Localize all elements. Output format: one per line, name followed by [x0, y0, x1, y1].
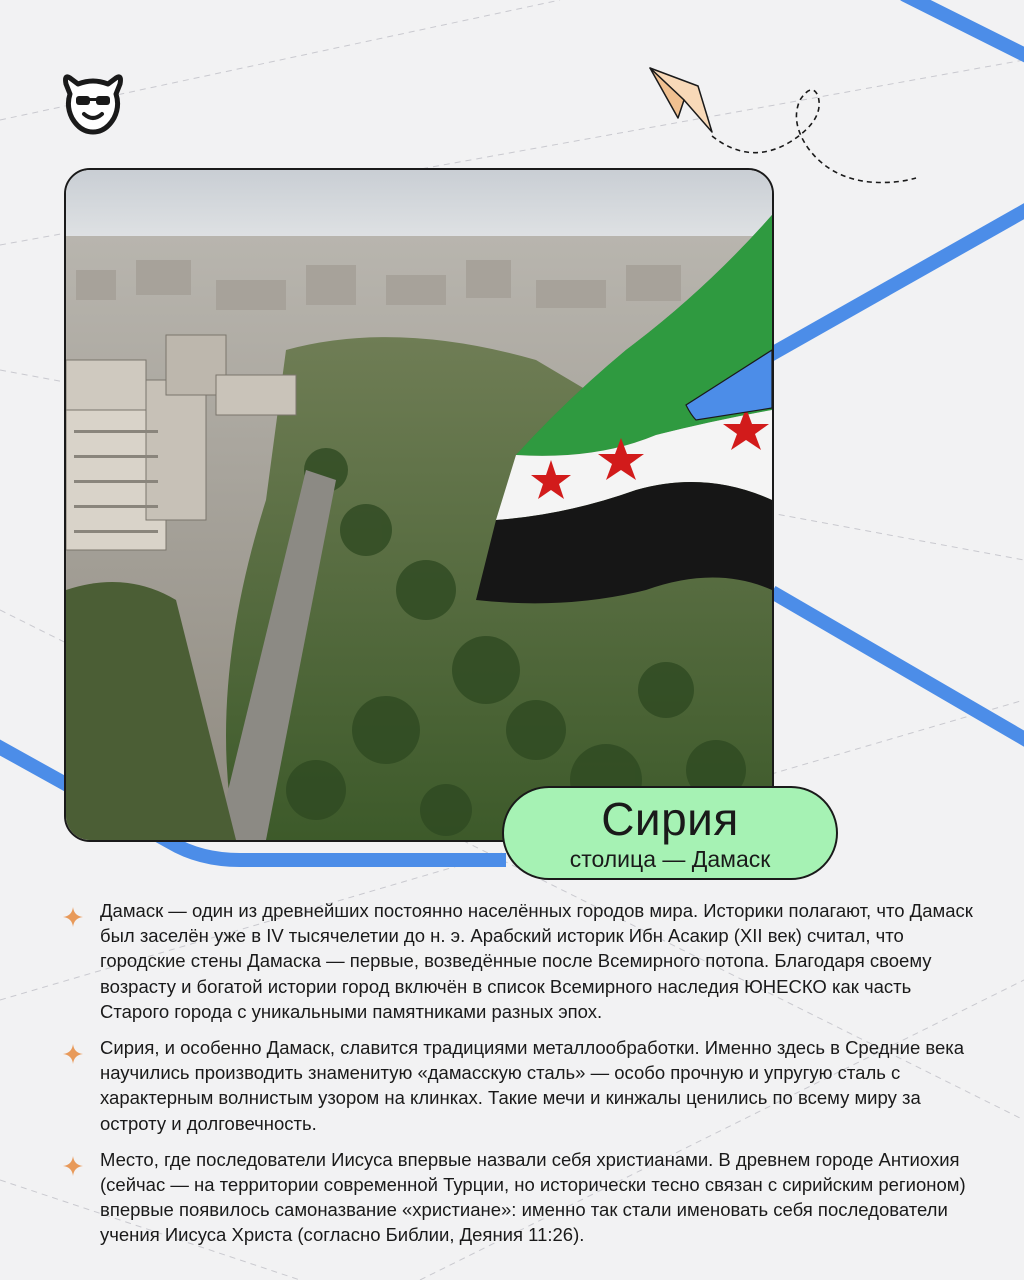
city-photo — [64, 168, 774, 842]
capital-subtitle: столица — Дамаск — [569, 846, 771, 872]
fact-item — [62, 1035, 982, 1136]
fact-item — [62, 1147, 982, 1248]
fact-text: Сирия, и особенно Дамаск, славится традициями металлообработки. Именно здесь в Средние века научились производить знаменитую «дамасскую сталь» — особо прочную и упругую сталь с характерным волнистым узором на клинках. Такие мечи и кинжалы ценились по всему миру за остроту и долговечность. — [100, 1037, 965, 1134]
sparkle-icon — [62, 906, 84, 928]
country-caption — [502, 786, 838, 880]
fact-text: Дамаск — один из древнейших постоянно населённых городов мира. Историки полагают, что Дамаск был заселён уже в IV тысячелетии до н. э. Арабский историк Ибн Асакир (XII век) считал, что городские стены Дамаска — первые, возведённые после Всемирного потопа. Благодаря своему возрасту и богатой истории город включён в список Всемирного наследия ЮНЕСКО как часть Старого города с уникальными памятниками разных эпох. — [100, 900, 973, 1022]
bear-face-icon — [62, 72, 124, 136]
fact-item — [62, 898, 982, 1024]
country-title: Сирия — [601, 793, 739, 845]
facts-list — [62, 898, 982, 1259]
sparkle-icon — [62, 1155, 84, 1177]
sparkle-icon — [62, 1043, 84, 1065]
fact-text: Место, где последователи Иисуса впервые назвали себя христианами. В древнем городе Антиохия (сейчас — на территории современной Турции, но исторически тесно связан с сирийским регионом) впервые появилось самоназвание «христиане»: именно так стали именовать себя последователи учения Иисуса Христа (согласно Библии, Деяния 11:26). — [100, 1148, 966, 1246]
